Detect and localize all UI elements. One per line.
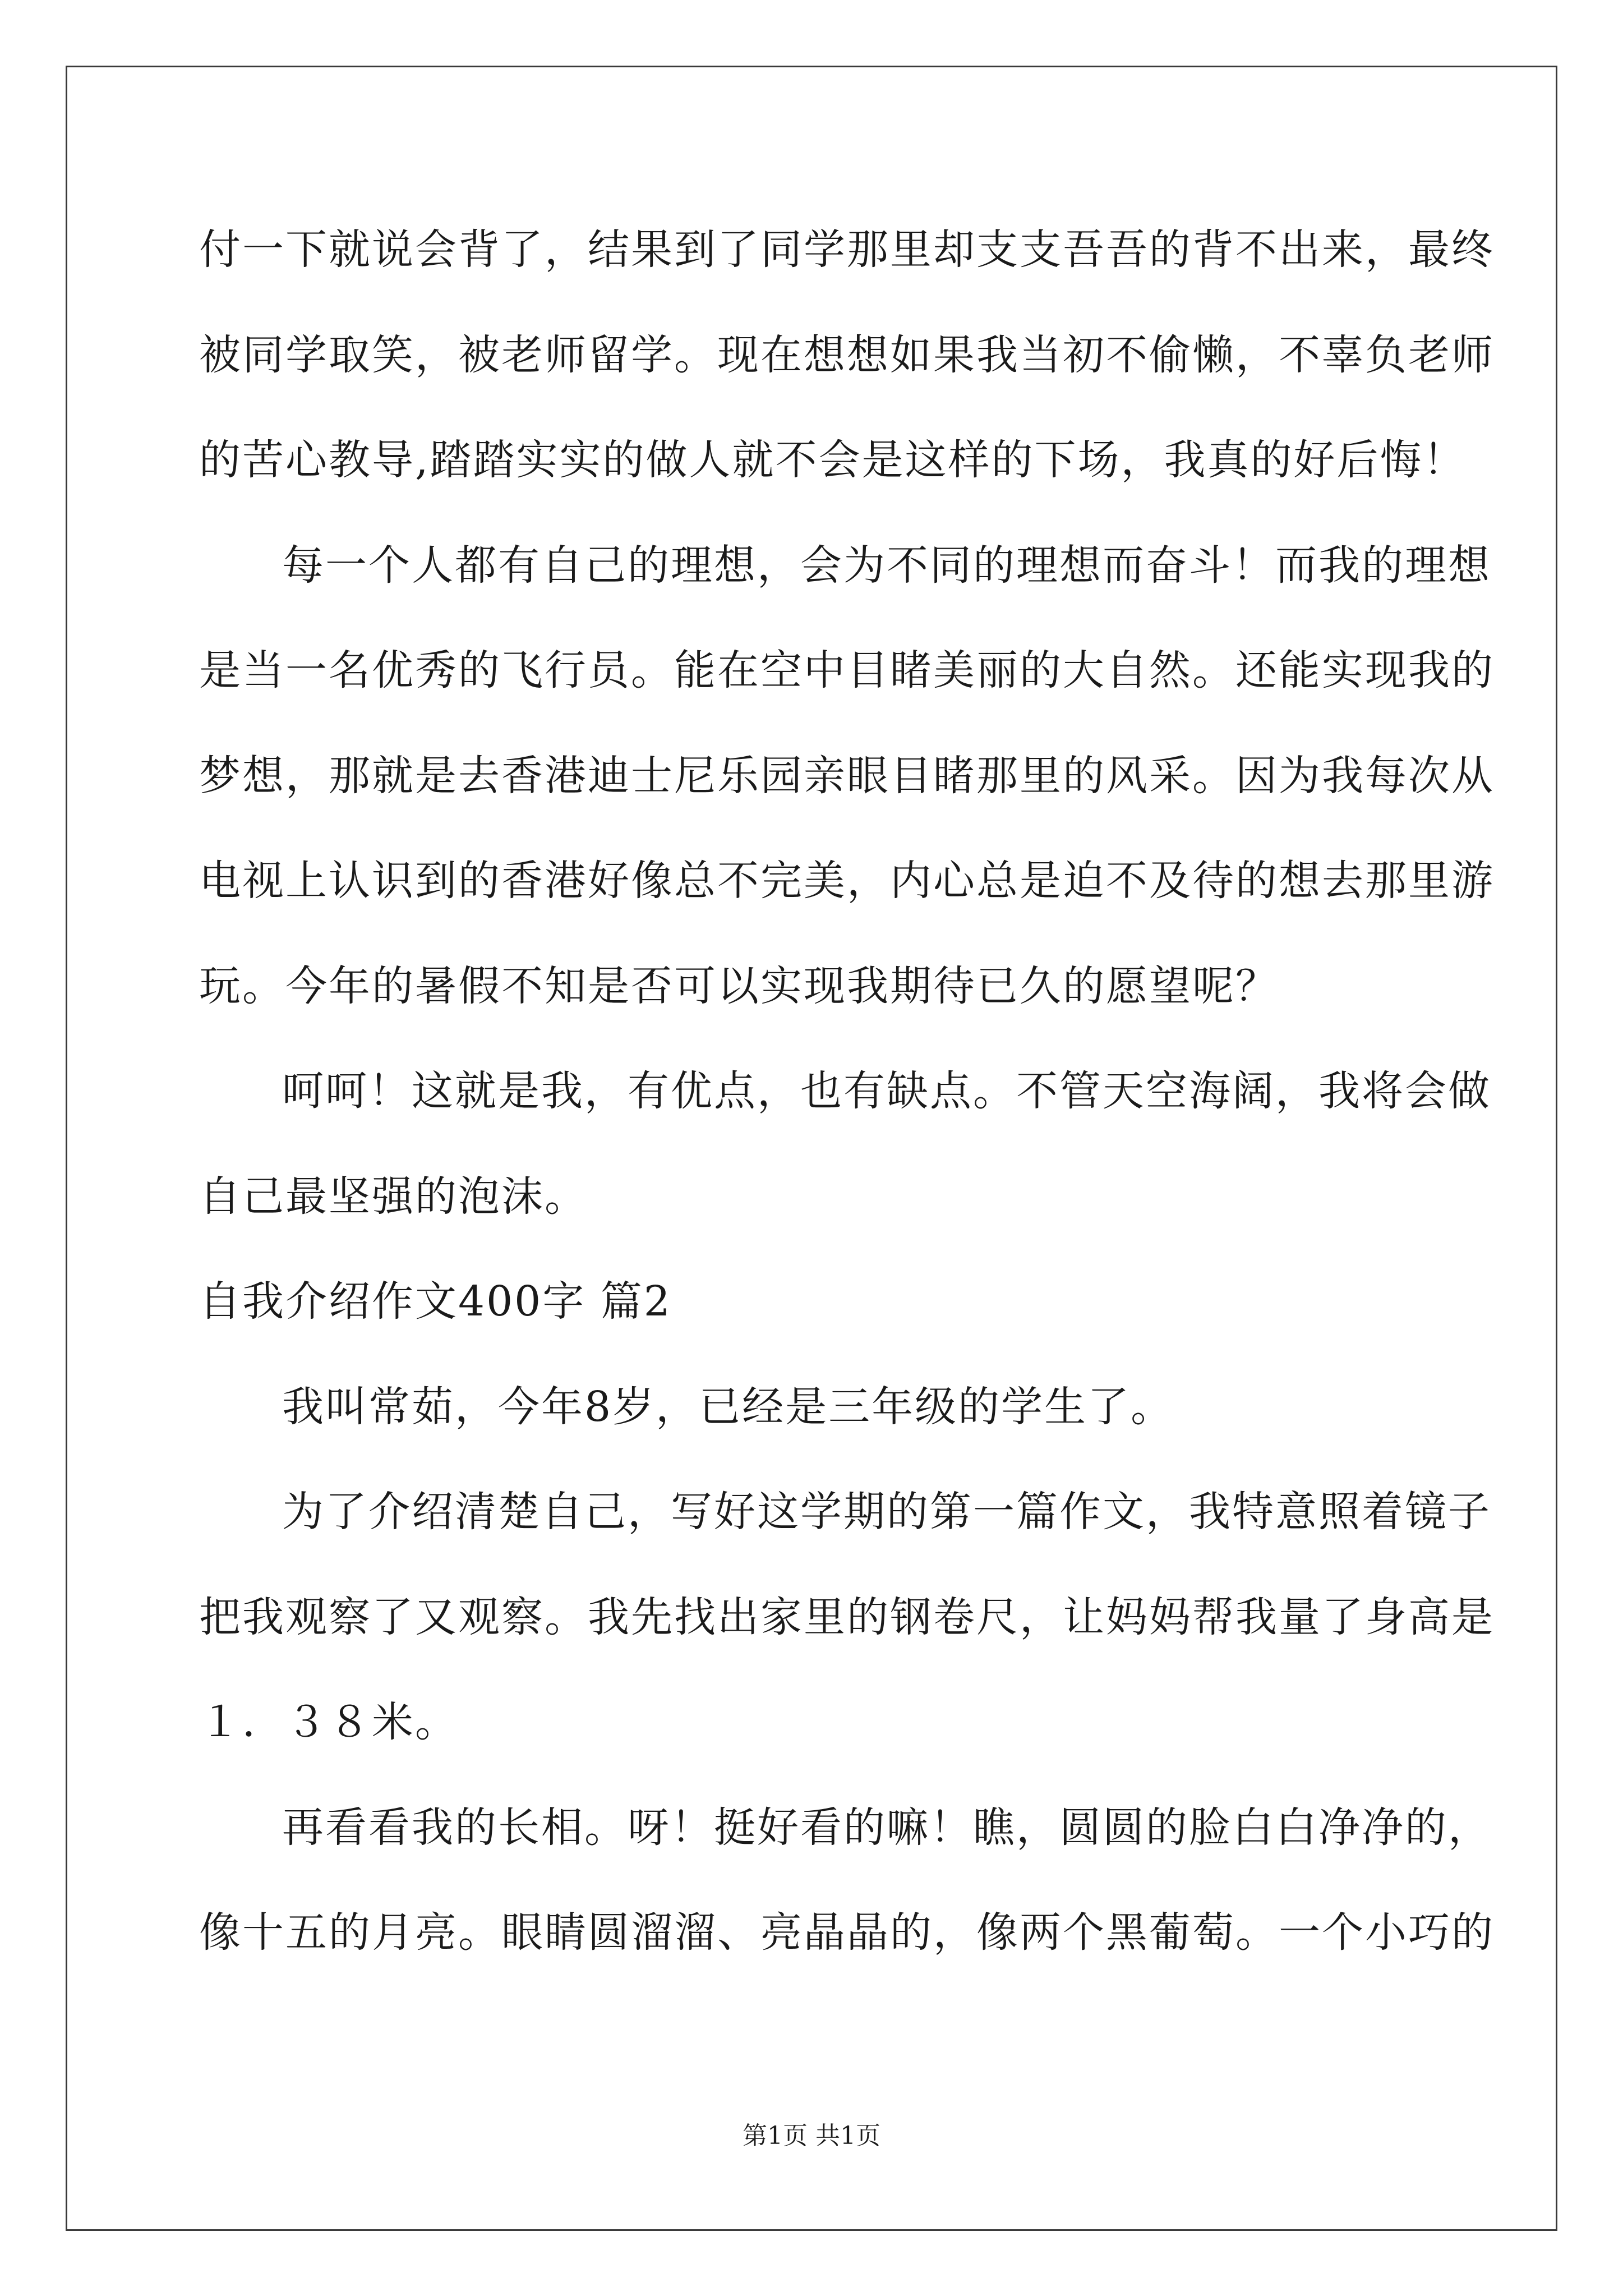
text-line: 玩。今年的暑假不知是否可以实现我期待已久的愿望呢？ <box>199 962 1279 1010</box>
page-footer: 第1页 共1页 <box>743 2122 880 2150</box>
text-line: 的苦心教导,踏踏实实的做人就不会是这样的下场，我真的好后悔！ <box>199 436 1467 484</box>
section-heading: 自我介绍作文400字 篇2 <box>199 1277 672 1326</box>
text-line: 电视上认识到的香港好像总不完美，内心总是迫不及待的想去那里游 <box>199 857 1495 905</box>
text-line: 为了介绍清楚自己，写好这学期的第一篇作文，我特意照着镜子 <box>282 1488 1491 1536</box>
text-line: 梦想，那就是去香港迪士尼乐园亲眼目睹那里的风采。因为我每次从 <box>199 752 1495 800</box>
text-line: 把我观察了又观察。我先找出家里的钢卷尺，让妈妈帮我量了身高是 <box>199 1593 1495 1641</box>
text-line: 被同学取笑，被老师留学。现在想想如果我当初不偷懒，不辜负老师 <box>199 331 1495 379</box>
text-line: 每一个人都有自己的理想，会为不同的理想而奋斗！而我的理想 <box>282 541 1491 590</box>
text-line: 呵呵！这就是我，有优点，也有缺点。不管天空海阔，我将会做 <box>282 1067 1491 1115</box>
text-line: 是当一名优秀的飞行员。能在空中目睹美丽的大自然。还能实现我的 <box>199 646 1495 694</box>
text-line: 再看看我的长相。呀！挺好看的嘛！瞧，圆圆的脸白白净净的， <box>282 1803 1491 1852</box>
text-line: 像十五的月亮。眼睛圆溜溜、亮晶晶的，像两个黑葡萄。一个小巧的 <box>199 1908 1495 1957</box>
text-line: 自己最坚强的泡沫。 <box>199 1172 588 1221</box>
text-line: 付一下就说会背了，结果到了同学那里却支支吾吾的背不出来，最终 <box>199 226 1495 274</box>
text-line: １．３８米。 <box>199 1698 458 1746</box>
text-line: 我叫常茹，今年8岁，已经是三年级的学生了。 <box>282 1383 1174 1431</box>
